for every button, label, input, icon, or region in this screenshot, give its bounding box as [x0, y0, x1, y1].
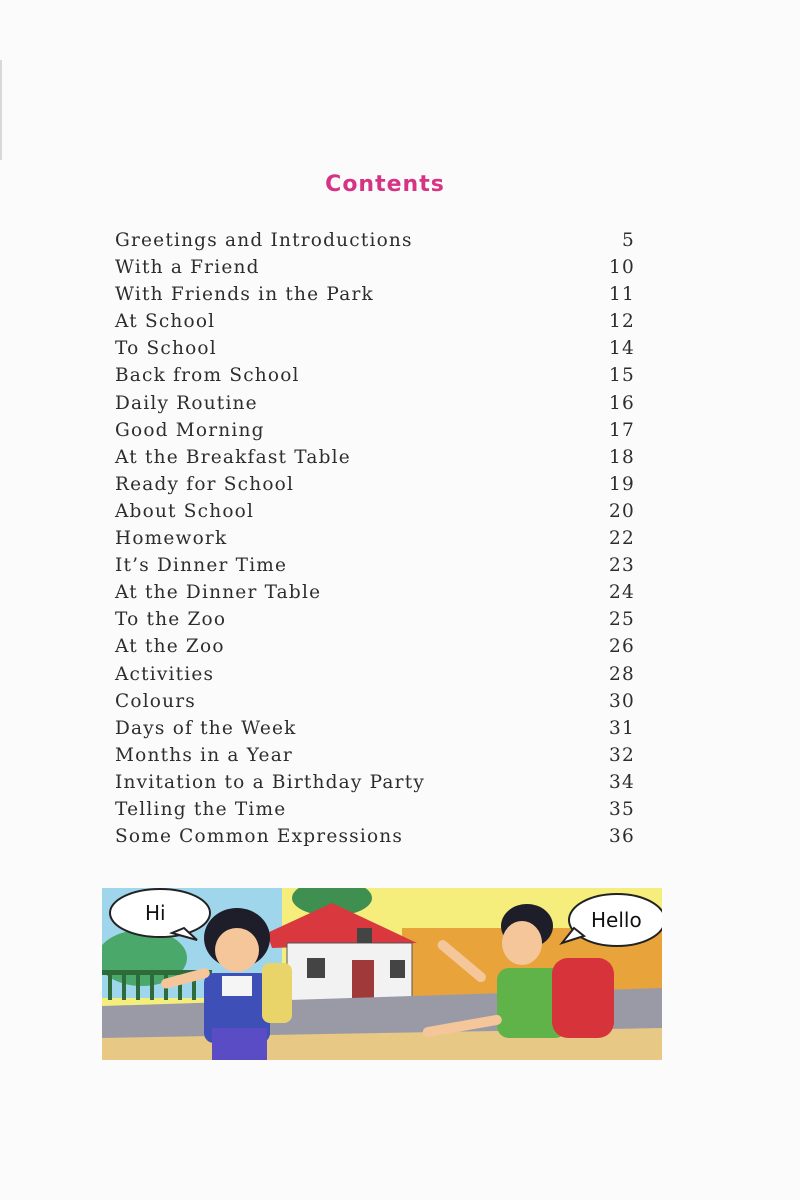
house-window-left: [307, 958, 325, 978]
toc-entry-title: With Friends in the Park: [115, 284, 374, 306]
page-edge: [0, 60, 2, 160]
toc-entry: [115, 718, 635, 745]
toc-entry-page: 11: [609, 284, 635, 306]
toc-entry-title: Homework: [115, 528, 228, 550]
toc-entry-page: 34: [609, 771, 635, 793]
toc-entry-page: 23: [609, 555, 635, 577]
toc-entry-title: Daily Routine: [115, 392, 258, 414]
toc-entry-title: To School: [115, 338, 217, 360]
toc-entry-title: Ready for School: [115, 473, 295, 495]
toc-entry: [115, 338, 635, 365]
toc-entry: [115, 826, 635, 853]
page-title: Contents: [325, 172, 445, 197]
toc-entry: [115, 501, 635, 528]
toc-entry-page: 36: [609, 826, 635, 848]
toc-entry-page: 31: [609, 717, 635, 739]
toc-entry: [115, 393, 635, 420]
toc-entry-page: 22: [609, 528, 635, 550]
toc-entry: [115, 311, 635, 338]
toc-entry: [115, 799, 635, 826]
toc-entry: [115, 772, 635, 799]
toc-entry-title: Days of the Week: [115, 717, 297, 739]
toc-entry-page: 10: [609, 257, 635, 279]
illustration-svg: [102, 888, 662, 1060]
toc-entry-page: 18: [609, 446, 635, 468]
toc-entry: [115, 284, 635, 311]
toc-entry-title: Telling the Time: [115, 798, 287, 820]
toc-entry: [115, 609, 635, 636]
illustration-greeting: [102, 888, 662, 1060]
toc-entry: [115, 257, 635, 284]
house-door: [352, 960, 374, 1000]
toc-entry: [115, 691, 635, 718]
toc-entry-title: Back from School: [115, 365, 300, 387]
house-window-right: [390, 960, 405, 978]
toc-entry: [115, 745, 635, 772]
toc-entry: [115, 582, 635, 609]
toc-entry-page: 5: [622, 230, 635, 251]
table-of-contents: [115, 230, 635, 853]
toc-entry: [115, 230, 635, 257]
toc-entry-page: 19: [609, 473, 635, 495]
toc-entry-title: About School: [115, 500, 255, 522]
toc-entry: [115, 664, 635, 691]
boy-speech-text: Hello: [591, 908, 642, 932]
toc-entry: [115, 474, 635, 501]
toc-entry-page: 12: [609, 311, 635, 333]
toc-entry-page: 32: [609, 744, 635, 766]
toc-entry-title: At the Dinner Table: [115, 582, 322, 604]
house-window-top: [357, 928, 372, 943]
toc-entry-page: 14: [609, 338, 635, 360]
toc-entry-page: 20: [609, 500, 635, 522]
toc-entry-page: 16: [609, 392, 635, 414]
toc-entry-title: Colours: [115, 690, 196, 712]
toc-entry-page: 24: [609, 582, 635, 604]
toc-entry: [115, 528, 635, 555]
toc-entry-title: At the Breakfast Table: [115, 446, 351, 468]
toc-entry-page: 26: [609, 636, 635, 658]
toc-entry-title: It’s Dinner Time: [115, 555, 288, 577]
toc-entry-title: At School: [115, 311, 216, 333]
toc-entry-title: Months in a Year: [115, 744, 293, 766]
toc-entry: [115, 365, 635, 392]
toc-entry: [115, 636, 635, 663]
toc-entry-page: 25: [609, 609, 635, 631]
toc-entry: [115, 447, 635, 474]
girl-speech-text: Hi: [145, 901, 166, 925]
toc-entry-title: Some Common Expressions: [115, 826, 404, 848]
toc-entry-page: 15: [609, 365, 635, 387]
toc-entry-page: 28: [609, 663, 635, 685]
toc-entry-page: 30: [609, 690, 635, 712]
toc-entry-title: With a Friend: [115, 257, 260, 279]
toc-entry-title: At the Zoo: [115, 636, 225, 658]
toc-entry-title: Activities: [115, 663, 215, 685]
toc-entry-page: 17: [609, 419, 635, 441]
toc-entry-title: Invitation to a Birthday Party: [115, 771, 425, 793]
toc-entry-page: 35: [609, 798, 635, 820]
toc-entry-title: Good Morning: [115, 419, 265, 441]
toc-entry: [115, 420, 635, 447]
toc-entry: [115, 555, 635, 582]
toc-entry-title: To the Zoo: [115, 609, 227, 631]
toc-entry-title: Greetings and Introductions: [115, 230, 413, 251]
